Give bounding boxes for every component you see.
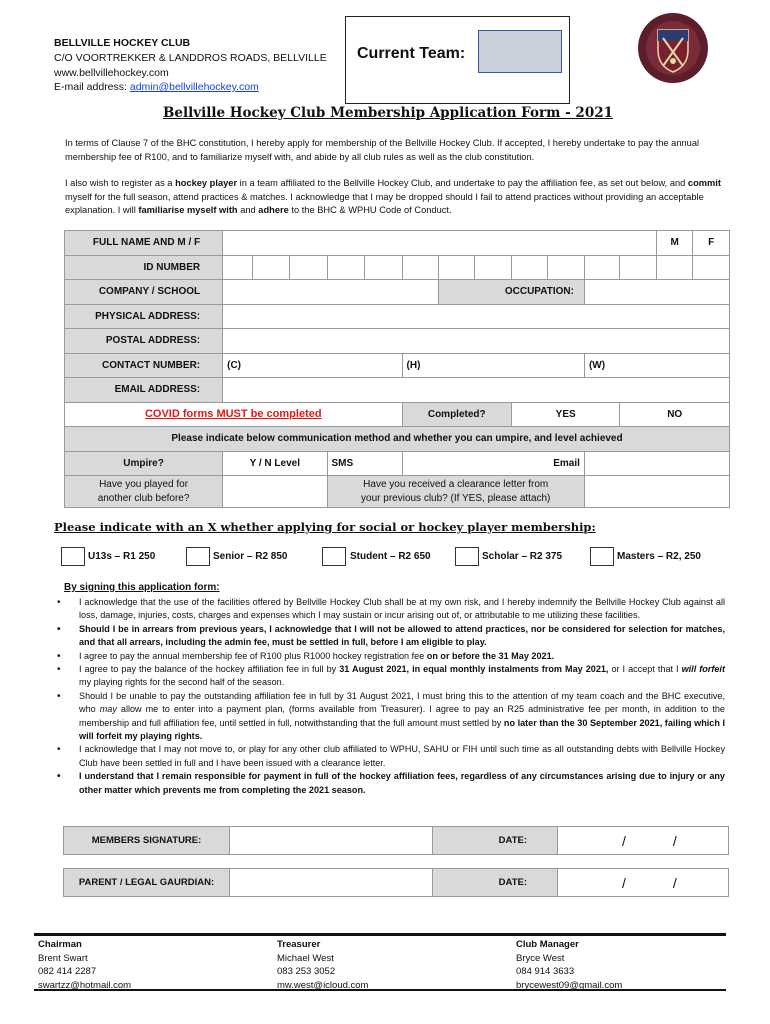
covid-notice: COVID forms MUST be completed — [65, 402, 403, 427]
contact-cell-input[interactable]: (C) — [223, 353, 402, 378]
id-digit[interactable] — [584, 255, 619, 280]
email-address-label: EMAIL ADDRESS: — [65, 378, 223, 403]
term-item: • Should I be in arrears from previous years, I acknowledge that I will not be allowed to attend practices, nor be considered for selection for matches, and that all arrears, including the admin fee, must be settled in full, before I am eligible to play. — [79, 623, 725, 650]
gender-f[interactable]: F — [693, 231, 730, 256]
contact-number-row — [65, 353, 730, 378]
contact-work-input[interactable]: (W) — [584, 353, 729, 378]
physical-address-input[interactable] — [223, 304, 730, 329]
parent-date-input[interactable]: / / — [558, 869, 729, 897]
scholar-option-label: Scholar – R2 375 — [482, 551, 563, 562]
company-label: COMPANY / SCHOOL — [65, 280, 223, 305]
id-digit[interactable] — [223, 255, 252, 280]
members-signature-label: MEMBERS SIGNATURE: — [64, 827, 230, 855]
occupation-label: OCCUPATION: — [439, 280, 585, 305]
company-input[interactable] — [223, 280, 439, 305]
current-team-label: Current Team: — [357, 45, 466, 62]
masters-option-label: Masters – R2, 250 — [617, 551, 701, 562]
parent-signature-label: PARENT / LEGAL GAURDIAN: — [64, 869, 230, 897]
id-digit[interactable] — [475, 255, 511, 280]
clearance-label: Have you received a clearance letter from your previous club? (If YES, please attach) — [327, 476, 584, 508]
postal-address-label: POSTAL ADDRESS: — [65, 329, 223, 354]
played-before-label: Have you played for another club before? — [65, 476, 223, 508]
umpire-yn-level[interactable]: Y / N Level — [223, 451, 327, 476]
senior-checkbox[interactable] — [186, 547, 210, 566]
members-signature-table — [63, 826, 729, 855]
contact-home-input[interactable]: (H) — [402, 353, 584, 378]
id-number-label: ID NUMBER — [65, 255, 223, 280]
clearance-input[interactable] — [584, 476, 729, 508]
id-digit[interactable] — [327, 255, 365, 280]
parent-signature-table — [63, 868, 729, 897]
id-digit[interactable] — [252, 255, 290, 280]
email-label: E-mail address: — [54, 81, 127, 93]
id-digit[interactable] — [693, 255, 730, 280]
form-title: Bellville Hockey Club Membership Application Form - 2021 — [163, 105, 613, 121]
student-checkbox[interactable] — [322, 547, 346, 566]
application-form-table — [64, 230, 730, 508]
terms-list — [79, 596, 725, 797]
parent-signature-input[interactable] — [230, 869, 433, 897]
senior-option-label: Senior – R2 850 — [213, 551, 288, 562]
parent-date-label: DATE: — [433, 869, 558, 897]
id-digit[interactable] — [290, 255, 328, 280]
umpire-label: Umpire? — [65, 451, 223, 476]
term-item: • Should I be unable to pay the outstanding affiliation fee in full by 31 August 2021, I must bring this to the attention of my team coach and the BHC executive, who may allow me to enter into a payment plan, (forms available from Treasurer). I agree to pay an R25 administrative fee per month, in addition to the membership and full affiliation fee, until settled in full, notwithstanding that the full amount must settled by no later than the 30 September 2021, failing which I will forfeit my playing rights. — [79, 690, 725, 744]
scholar-checkbox[interactable] — [455, 547, 479, 566]
physical-address-row — [65, 304, 730, 329]
members-date-label: DATE: — [433, 827, 558, 855]
student-option-label: Student – R2 650 — [350, 551, 431, 562]
intro-paragraph-2: I also wish to register as a hockey player in a team affiliated to the Bellville Hockey Club, and undertake to pay the affiliation fee, as set out below, and commit myself for the full season, attend practices & matches. I acknowledge that I may be dropped should I fail to attend practices without providing an acceptable explanation. I will familiarise myself with and adhere to the BHC & WPHU Code of Conduct. — [65, 178, 721, 215]
covid-yes[interactable]: YES — [511, 402, 619, 427]
umpire-row — [65, 451, 730, 476]
comm-blank[interactable] — [584, 451, 729, 476]
members-date-input[interactable]: / / — [558, 827, 729, 855]
covid-no[interactable]: NO — [620, 402, 730, 427]
completed-label: Completed? — [402, 402, 511, 427]
club-name: BELLVILLE HOCKEY CLUB — [54, 37, 191, 49]
covid-row — [65, 402, 730, 427]
footer-chairman: Chairman Brent Swart 082 414 2287 swartzz@hotmail.com — [38, 939, 132, 991]
comm-note-row — [65, 427, 730, 452]
clearance-row — [65, 476, 730, 508]
membership-heading: Please indicate with an X whether applying for social or hockey player membership: — [54, 520, 596, 534]
current-team-input[interactable] — [478, 30, 562, 73]
term-item: • I agree to pay the balance of the hockey affiliation fee in full by 31 August 2021, in equal monthly instalments from May 2021, or I accept that I will forfeit my playing rights for the second half of the season. — [79, 663, 725, 690]
occupation-input[interactable] — [584, 280, 729, 305]
id-digit[interactable] — [620, 255, 656, 280]
club-email-line — [54, 81, 259, 94]
contact-number-label: CONTACT NUMBER: — [65, 353, 223, 378]
club-email-link[interactable]: admin@bellvillehockey.com — [129, 81, 259, 93]
email-address-input[interactable] — [223, 378, 730, 403]
members-signature-input[interactable] — [230, 827, 433, 855]
played-before-input[interactable] — [223, 476, 327, 508]
communication-note: Please indicate below communication method and whether you can umpire, and level achieved — [65, 427, 730, 452]
postal-address-input[interactable] — [223, 329, 730, 354]
company-row — [65, 280, 730, 305]
terms-heading: By signing this application form: — [64, 582, 220, 593]
intro-paragraph-1: In terms of Clause 7 of the BHC constitution, I hereby apply for membership of the Bellville Hockey Club. If accepted, I hereby undertake to pay the annual membership fee of R100, and to familiarize myself with, and abide by all club rules as well as the club constitution. — [65, 138, 700, 162]
id-digit[interactable] — [365, 255, 403, 280]
club-website[interactable]: www.bellvillehockey.com — [54, 67, 169, 79]
id-digit[interactable] — [439, 255, 475, 280]
gender-m[interactable]: M — [656, 231, 692, 256]
club-crest-icon — [636, 8, 710, 88]
term-item: • I agree to pay the annual membership fee of R100 plus R1000 hockey registration fee on or before the 31 May 2021. — [79, 650, 725, 663]
u13-checkbox[interactable] — [61, 547, 85, 566]
current-team-box — [345, 16, 570, 104]
term-item: • I acknowledge that the use of the facilities offered by Bellville Hockey Club shall be at my own risk, and I hereby indemnify the Bellville Hockey Club against all loss, damage, injuries, costs, charges and expenses which I may sustain or incur arising out of, or attributable to me utilizing these facilities. — [79, 596, 725, 623]
full-name-input[interactable] — [223, 231, 657, 256]
email-option[interactable]: Email — [402, 451, 584, 476]
id-digit[interactable] — [656, 255, 692, 280]
footer-treasurer: Treasurer Michael West 083 253 3052 mw.west@icloud.com — [277, 939, 369, 991]
footer-club-manager: Club Manager Bryce West 084 914 3633 brycewest09@gmail.com — [516, 939, 623, 991]
sms-option[interactable]: SMS — [327, 451, 402, 476]
full-name-row — [65, 231, 730, 256]
full-name-label: FULL NAME AND M / F — [65, 231, 223, 256]
id-digit[interactable] — [402, 255, 438, 280]
postal-address-row — [65, 329, 730, 354]
id-number-row — [65, 255, 730, 280]
physical-address-label: PHYSICAL ADDRESS: — [65, 304, 223, 329]
club-logo — [636, 8, 710, 88]
club-address: C/O VOORTREKKER & LANDDROS ROADS, BELLVILLE — [54, 52, 327, 64]
email-row — [65, 378, 730, 403]
masters-checkbox[interactable] — [590, 547, 614, 566]
footer-divider — [34, 933, 726, 936]
u13-option-label: U13s – R1 250 — [88, 551, 156, 562]
term-item: • I understand that I remain responsible for payment in full of the hockey affiliation fees, regardless of any circumstances arising due to injury or any other matter which prevents me from completing the 2021 season. — [79, 770, 725, 797]
id-digit[interactable] — [548, 255, 584, 280]
id-digit[interactable] — [511, 255, 547, 280]
term-item: • I acknowledge that I may not move to, or play for any other club affiliated to WPHU, SAHU or FIH until such time as all outstanding debts with Bellville Hockey Club have been settled in full and I have been issued with a clearance letter. — [79, 743, 725, 770]
